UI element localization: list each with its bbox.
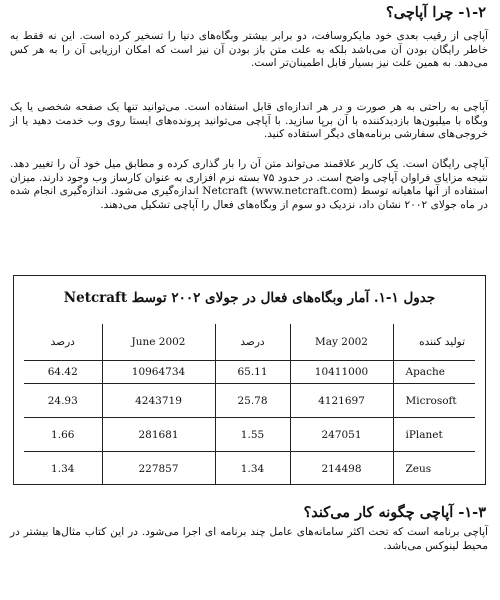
cell-may-count: 10411000 (290, 361, 393, 384)
paragraph-4: آپاچی برنامه است که تحت اکثر سامانه‌های عامل چند برنامه ای اجرا می‌شود. در این کتاب مثال‌ها بیشتر در محیط لینوکس می‌باشد. (10, 526, 488, 552)
cell-june-count: 281681 (102, 418, 215, 452)
cell-may-percent: 1.55 (215, 418, 290, 452)
header-producer: تولید کننده (393, 324, 475, 361)
cell-producer: Apache (393, 361, 475, 384)
paragraph-2: آپاچی به راحتی به هر صورت و در هر اندازه‌ای قابل استفاده است. می‌توانید تنها یک صفحه شخصی یا یک وبگاه با میلیون‌ها بازدیدکننده با آن برپا سازید. با آپاچی می‌توانید پرونده‌های ایستا روی وب خدمت دهید یا از خروجی‌های سفارشی برنامه‌های دیگر استفاده کنید. (10, 101, 488, 141)
cell-producer: Microsoft (393, 384, 475, 418)
stats-table-box (13, 275, 486, 485)
cell-june-percent: 1.66 (24, 418, 102, 452)
table-caption: جدول ۱-۱. آمار وبگاه‌های فعال در جولای ۲۰۰۲ توسط Netcraft (63, 290, 436, 306)
cell-may-count: 214498 (290, 452, 393, 486)
cell-june-count: 10964734 (102, 361, 215, 384)
cell-may-percent: 1.34 (215, 452, 290, 486)
section-heading-how-apache-works: ۱-۳- آپاچی چگونه کار می‌کند؟ (303, 504, 486, 521)
cell-may-count: 4121697 (290, 384, 393, 418)
cell-producer: iPlanet (393, 418, 475, 452)
section-heading-why-apache: ۱-۲- چرا آپاچی؟ (386, 4, 486, 21)
table-row (24, 418, 475, 452)
table-row (24, 452, 475, 486)
paragraph-1: آپاچی از رقیب بعدی خود مایکروسافت، دو برابر بیشتر وبگاه‌های دنیا را تسخیر کرده است. این نه فقط به خاطر رایگان بودن آن می‌باشد بلکه به علت متن باز بودن آن نیز است که امکان ارزیابی آن را به هر کس می‌دهد. به همین علت نیز بسیار قابل اطمینان‌تر است. (10, 30, 488, 70)
header-may-2002: May 2002 (290, 324, 393, 361)
header-percent-june: درصد (24, 324, 102, 361)
cell-may-count: 247051 (290, 418, 393, 452)
cell-producer: Zeus (393, 452, 475, 486)
table-row (24, 384, 475, 418)
cell-june-percent: 24.93 (47, 394, 78, 407)
stats-table (24, 324, 475, 485)
table-header-row (24, 324, 475, 361)
cell-may-percent: 65.11 (215, 361, 290, 384)
table-row (24, 361, 475, 384)
cell-june-percent: 64.42 (24, 361, 102, 384)
cell-june-count: 4243719 (102, 384, 215, 418)
paragraph-3: آپاچی رایگان است. یک کاربر علاقمند می‌تواند متن آن را بار گذاری کرده و مطابق میل خود آن را تغییر دهد. نتیجه مزایای فراوان آپاچی واضح است. در حدود ۷۵ بسته نرم افزاری به عنوان کارساز وب وجود دارند. میزان استفاده از آنها ماهیانه توسط Netcraft (www.netcraft.com) اندازه‌گیری می‌شود. اندازه‌گیری انجام شده در ماه جولای ۲۰۰۲ نشان داد، نزدیک دو سوم از وبگاه‌های فعال را آپاچی تشکیل می‌دهند. (10, 158, 488, 211)
cell-june-percent: 1.34 (24, 452, 102, 486)
cell-june-count: 227857 (102, 452, 215, 486)
header-june-2002: June 2002 (102, 324, 215, 361)
header-percent-may: درصد (215, 324, 290, 361)
cell-may-percent: 25.78 (215, 384, 290, 418)
